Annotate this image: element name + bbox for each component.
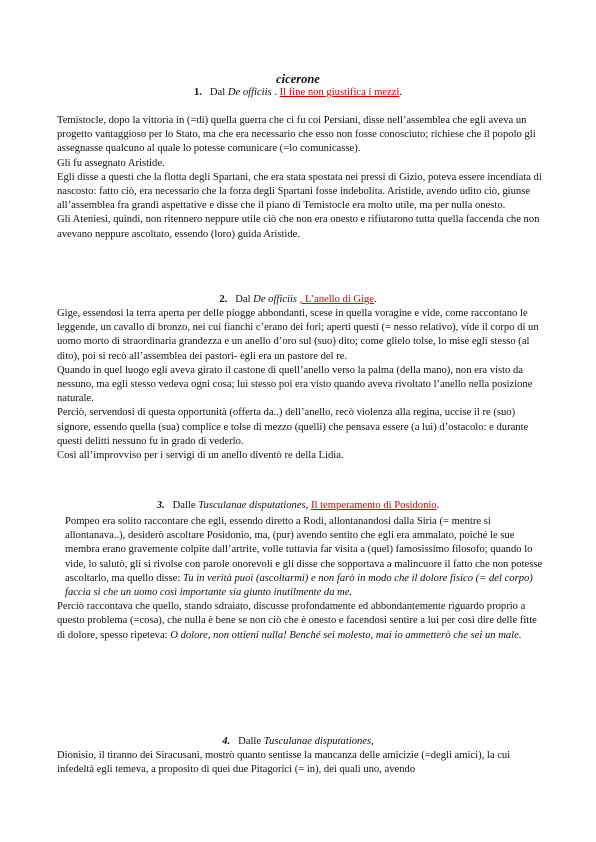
section-4-body [57,749,547,777]
section-number: 4. [222,736,231,747]
quote-text: O dolore, non ottieni nulla! Benché sei molesto, mai io ammetterò che sei un male. [170,629,522,641]
section-number: 2. [219,294,228,305]
work-title: De officiis [253,294,298,305]
section-4-heading [0,735,596,749]
heading-suffix: . [374,294,377,305]
heading-suffix: . [399,87,403,98]
separator: , [305,500,311,511]
paragraph-text: Perciò raccontava che quello, stando sdraiato, discusse profondamente ed abbondantemente riguardo proprio a questo problema (=cosa), che nulla è bene se non ciò che è onesto e facendosi sentire a lui per così dire delle fitte di dolore, spesso ripeteva: [57,601,537,641]
section-topic-link[interactable]: Il temperamento di Posidonio [310,500,437,511]
section-number: 1. [193,87,202,98]
section-prefix: Dalle [238,736,262,747]
section-3-body [57,515,547,643]
separator: , [371,736,374,747]
paragraph: Perciò, servendosi di questa opportunità (offerta da..) dell’anello, recò violenza alla regina, uccise il re (suo) signore, essendo quella (sua) complice e tolse di mezzo (quelli) che pensava essere (a lui) d’ostacolo: e durante questi delitti nessuno fu in grado di vederlo. [57,407,529,447]
paragraph [57,600,547,643]
heading-suffix: . [436,500,440,511]
section-prefix: Dalle [172,500,196,511]
section-prefix: Dal [209,87,226,98]
paragraph-text: Pompeo era solito raccontare che egli, essendo diretto a Rodi, allontanandosi dalla Siria (= mentre si allontanava..), desiderò ascoltare Posidonio, ma, (pur) avendo sentito che egli era ammalato, poiché le sue membra erano gravemente colpite dall’artrite, volle tuttavia far visita a (quel) famosissimo filosofo; quando lo vide, lo salutò, gli si rivolse con parole onorevoli e gli disse che sopportava a malincuore il fatto che non potesse ascoltarlo, ma quello disse: [65,516,543,584]
section-3-heading [0,499,596,513]
paragraph: Gige, essendosi la terra aperta per delle piogge abbondanti, scese in quella voragine e vide, come raccontano le leggende, un cavallo di bronzo, nei cui fianchi c’erano dei fori; aperti questi (= nesso relativo), vide il corpo di un uomo morto di straordinaria grandezza e un anello d’oro sul (suo) dito; come glielo tolse, lo mise egli stesso (al dito), poi si recò all’assemblea dei pastori- egli era un pastore del re. [57,308,539,362]
paragraph: Così all’improvviso per i servigi di un anello diventò re della Lidia. [57,450,344,462]
work-title: De officiis [227,87,272,98]
section-1-heading [0,86,596,100]
paragraph: Gli Ateniesi, quindi, non ritennero neppure utile ciò che non era onesto e rifiutarono tutta quella faccenda che non avevano neppure ascoltato, essendo (loro) guida Aristide. [57,214,540,240]
section-topic-link[interactable]: , L’anello di Gige [299,294,375,305]
section-topic-link[interactable]: Il fine non giustifica i mezzi [279,87,400,98]
separator: . [271,87,280,98]
work-title: Tusculanae disputationes [198,500,306,511]
section-2-body [57,307,547,463]
paragraph: Dionisio, il tiranno dei Siracusani, mostrò quanto sentisse la mancanza delle amicizie (=degli amici), la cui infedeltà egli temeva, a proposito di quei due Pitagorici (= in), dei quali uno, avendo [57,750,511,776]
quote-text: Tu in verità puoi (ascoltarmi) e non farò in modo che il dolore fisico (= del corpo) faccia sì che un uomo così importante sia giunto inutilmente da me. [65,572,533,599]
paragraph: Egli disse a questi che la flotta degli Spartani, che era stata spostata nei pressi di Gizio, poteva essere incendiata di nascosto: fatto ciò, era necessario che la forza degli Spartani fosse indebolita. Aristide, avendo udito ciò, giunse all’assemblea fra grandi aspettative e disse che il piano di Temistocle era molto utile, ma per nulla onesto. [57,171,542,212]
section-1-body [57,114,547,242]
work-title: Tusculanae disputationes [263,736,372,747]
section-prefix: Dal [235,294,251,305]
paragraph: Quando in quel luogo egli aveva girato il castone di quell’anello verso la palma (della mano), non era visto da nessuno, ma egli stesso vedeva ogni cosa; lui stesso poi era visto quando aveva rivoltato l’anello nella posizione naturale. [57,364,533,405]
section-number: 3. [156,500,165,511]
paragraph: Temistocle, dopo la vittoria in (=di) quella guerra che ci fu coi Persiani, disse nell’assemblea che egli aveva un progetto vantaggioso per lo Stato, ma che era necessario che esso non fosse conosciuto; richiese che il popolo gli assegnasse qualcuno al quale lo potesse comunicare (=lo comunicasse). [57,115,536,155]
document-title: cicerone [276,72,320,86]
indented-paragraph [57,515,547,600]
paragraph: Gli fu assegnato Aristide. [57,157,165,169]
section-2-heading [0,293,596,307]
